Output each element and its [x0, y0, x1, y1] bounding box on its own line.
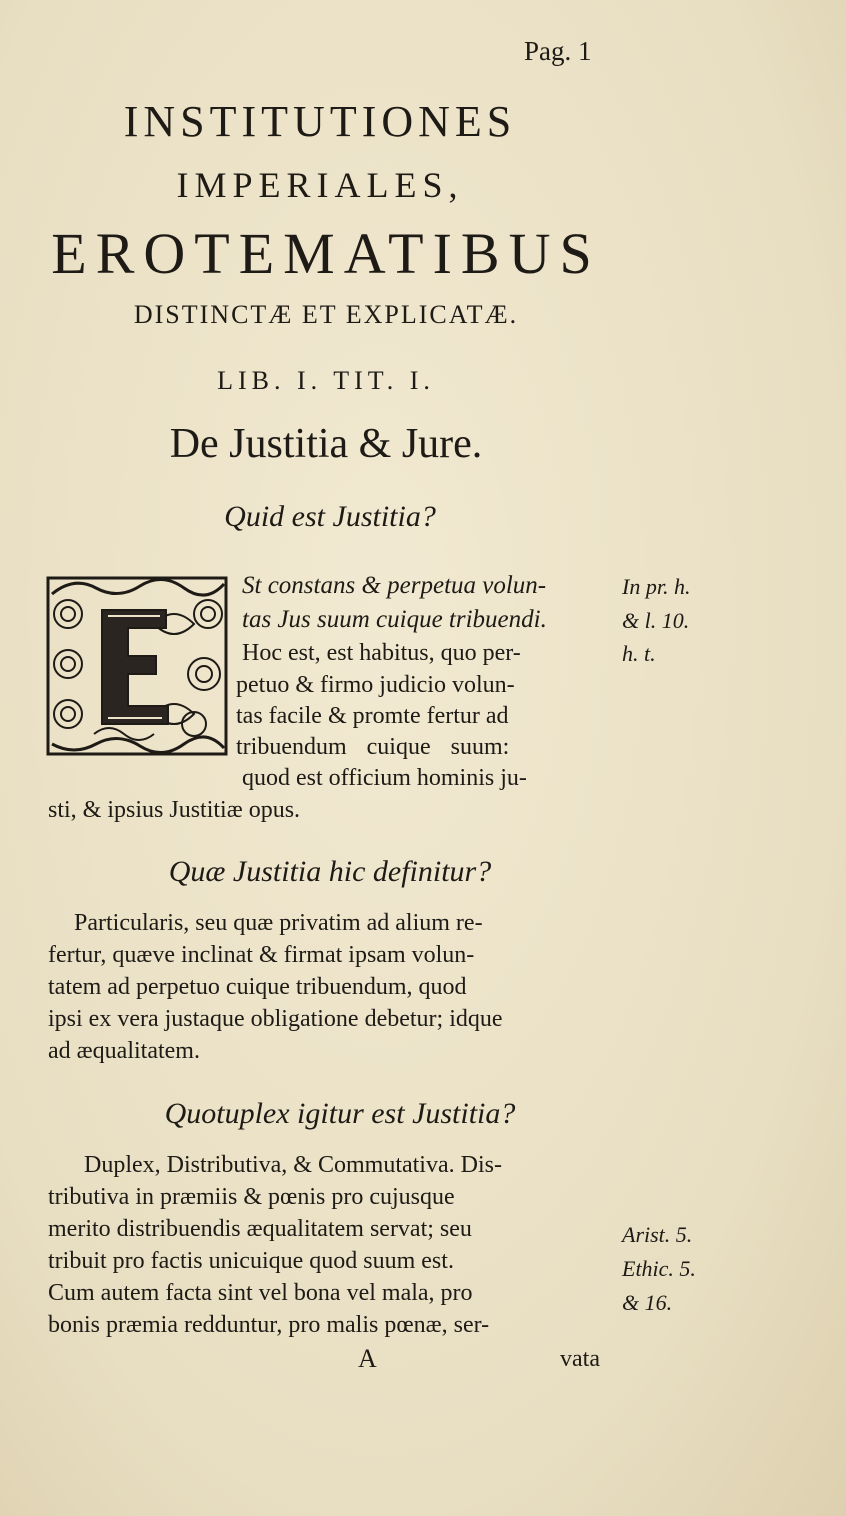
margin-note-4: Arist. 5.: [622, 1222, 693, 1247]
title-line-1: INSTITUTIONES: [123, 97, 517, 146]
page-number: Pag. 1: [524, 36, 592, 66]
catchword: vata: [560, 1346, 600, 1372]
q2-line-5: ad æqualitatem.: [48, 1038, 200, 1064]
q3-line-6: bonis præmia redduntur, pro malis pœnæ, ser-: [48, 1312, 490, 1338]
margin-note-2: & l. 10.: [622, 608, 690, 633]
title-line-3: EROTEMATIBUS: [51, 221, 601, 286]
q2-line-3: tatem ad perpetuo cuique tribuendum, quod: [48, 974, 467, 1000]
margin-note-5: Ethic. 5.: [622, 1256, 696, 1281]
margin-note-1: In pr. h.: [622, 574, 691, 599]
signature-mark: A: [358, 1344, 377, 1373]
book-title-reference: LIB. I. TIT. I.: [217, 366, 435, 395]
question-2: Quæ Justitia hic definitur?: [168, 855, 492, 888]
section-title: De Justitia & Jure.: [169, 421, 483, 467]
q1-line-5: tas facile & promte fertur ad: [236, 703, 509, 729]
q3-line-4: tribuit pro factis unicuique quod suum est.: [48, 1248, 454, 1274]
margin-note-3: h. t.: [622, 641, 656, 666]
q3-line-1: Duplex, Distributiva, & Commutativa. Dis-: [84, 1152, 502, 1178]
q1-line-1: St constans & perpetua volun-: [242, 572, 547, 599]
q1-line-6: tribuendum cuique suum:: [236, 734, 510, 760]
question-3: Quotuplex igitur est Justitia?: [164, 1097, 516, 1130]
q3-line-2: tributiva in præmiis & pœnis pro cujusque: [48, 1184, 455, 1210]
margin-note-6: & 16.: [622, 1290, 673, 1315]
q2-line-1: Particularis, seu quæ privatim ad alium re-: [74, 910, 483, 936]
q2-line-2: fertur, quæve inclinat & firmat ipsam volun-: [48, 942, 475, 968]
q1-line-4: petuo & firmo judicio volun-: [236, 672, 515, 698]
title-line-2: IMPERIALES,: [176, 165, 464, 205]
q1-line-7: quod est officium hominis ju-: [242, 765, 527, 791]
q1-line-2: tas Jus suum cuique tribuendi.: [242, 606, 547, 633]
question-1: Quid est Justitia?: [224, 500, 436, 533]
q3-line-3: merito distribuendis æqualitatem servat; seu: [48, 1216, 472, 1242]
decorated-initial-e-icon: [44, 574, 230, 758]
q1-line-8: sti, & ipsius Justitiæ opus.: [48, 797, 301, 823]
title-line-4: DISTINCTÆ ET EXPLICATÆ.: [133, 300, 519, 329]
q2-line-4: ipsi ex vera justaque obligatione debetur; idque: [48, 1006, 503, 1032]
q1-line-3: Hoc est, est habitus, quo per-: [242, 640, 521, 666]
q3-line-5: Cum autem facta sint vel bona vel mala, pro: [48, 1280, 473, 1306]
